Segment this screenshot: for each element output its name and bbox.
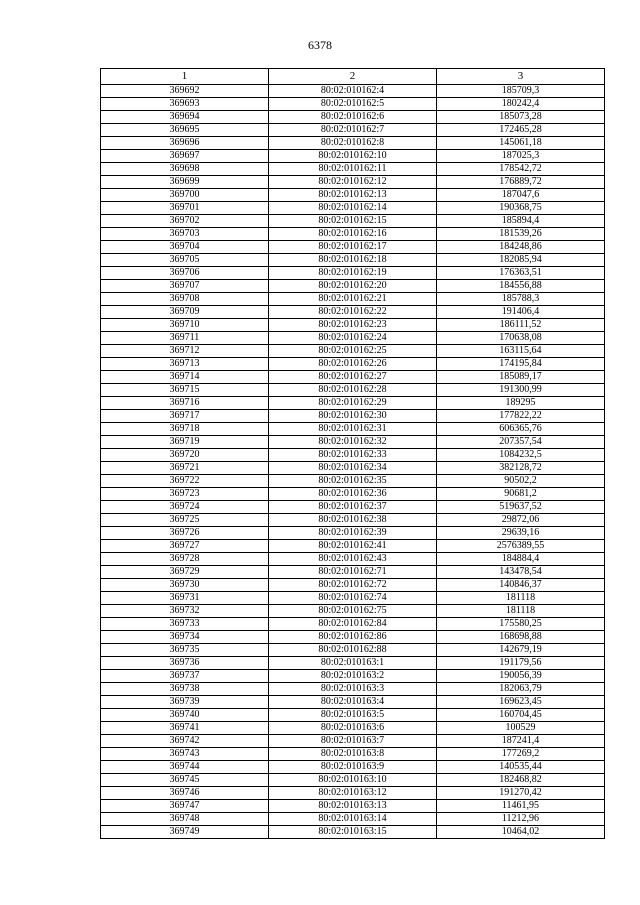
table-row [101, 475, 605, 488]
cell-value: 185073,28 [437, 111, 605, 124]
cell-cadastral-number: 80:02:010162:18 [269, 254, 437, 267]
cell-value: 140846,37 [437, 579, 605, 592]
cell-id: 369736 [101, 657, 269, 670]
table-row [101, 384, 605, 397]
cell-cadastral-number: 80:02:010162:10 [269, 150, 437, 163]
cell-id: 369706 [101, 267, 269, 280]
cell-value: 175580,25 [437, 618, 605, 631]
cell-id: 369749 [101, 826, 269, 839]
cell-value: 181539,26 [437, 228, 605, 241]
cell-id: 369711 [101, 332, 269, 345]
cell-value: 90502,2 [437, 475, 605, 488]
cell-id: 369730 [101, 579, 269, 592]
cell-cadastral-number: 80:02:010162:24 [269, 332, 437, 345]
cell-id: 369741 [101, 722, 269, 735]
cell-value: 140535,44 [437, 761, 605, 774]
table-row [101, 501, 605, 514]
cell-cadastral-number: 80:02:010162:84 [269, 618, 437, 631]
cell-value: 189295 [437, 397, 605, 410]
table-row [101, 774, 605, 787]
table-row [101, 397, 605, 410]
table-row [101, 228, 605, 241]
table-row [101, 345, 605, 358]
cell-value: 170638,08 [437, 332, 605, 345]
table-header-row [101, 69, 605, 85]
cell-value: 207357,54 [437, 436, 605, 449]
cell-value: 185089,17 [437, 371, 605, 384]
cell-id: 369698 [101, 163, 269, 176]
cell-cadastral-number: 80:02:010162:86 [269, 631, 437, 644]
cell-cadastral-number: 80:02:010162:22 [269, 306, 437, 319]
table-body [101, 85, 605, 839]
cell-cadastral-number: 80:02:010162:32 [269, 436, 437, 449]
table-row [101, 189, 605, 202]
cell-id: 369720 [101, 449, 269, 462]
table-row [101, 540, 605, 553]
page-number: 6378 [308, 38, 332, 52]
cell-cadastral-number: 80:02:010163:9 [269, 761, 437, 774]
cell-value: 2576389,55 [437, 540, 605, 553]
cell-id: 369734 [101, 631, 269, 644]
cell-cadastral-number: 80:02:010162:88 [269, 644, 437, 657]
cell-id: 369707 [101, 280, 269, 293]
table-row [101, 826, 605, 839]
cell-value: 100529 [437, 722, 605, 735]
cell-id: 369724 [101, 501, 269, 514]
cell-value: 519637,52 [437, 501, 605, 514]
cell-value: 174195,84 [437, 358, 605, 371]
cell-value: 190056,39 [437, 670, 605, 683]
table-row [101, 488, 605, 501]
cell-id: 369746 [101, 787, 269, 800]
cell-cadastral-number: 80:02:010163:5 [269, 709, 437, 722]
cell-cadastral-number: 80:02:010163:10 [269, 774, 437, 787]
cell-cadastral-number: 80:02:010162:17 [269, 241, 437, 254]
cell-value: 182063,79 [437, 683, 605, 696]
table-row [101, 436, 605, 449]
cell-id: 369694 [101, 111, 269, 124]
cell-id: 369718 [101, 423, 269, 436]
cell-cadastral-number: 80:02:010162:5 [269, 98, 437, 111]
cell-cadastral-number: 80:02:010163:15 [269, 826, 437, 839]
cell-cadastral-number: 80:02:010163:13 [269, 800, 437, 813]
cell-id: 369696 [101, 137, 269, 150]
cell-value: 185709,3 [437, 85, 605, 98]
column-header-3: 3 [437, 69, 605, 85]
cell-id: 369731 [101, 592, 269, 605]
table-row [101, 787, 605, 800]
table-row [101, 332, 605, 345]
table-row [101, 735, 605, 748]
cell-value: 168698,88 [437, 631, 605, 644]
table-row [101, 202, 605, 215]
cell-id: 369702 [101, 215, 269, 228]
cell-value: 184248,86 [437, 241, 605, 254]
cell-cadastral-number: 80:02:010163:12 [269, 787, 437, 800]
cell-cadastral-number: 80:02:010162:6 [269, 111, 437, 124]
table-row [101, 566, 605, 579]
cell-id: 369710 [101, 319, 269, 332]
table-row [101, 683, 605, 696]
table-row [101, 800, 605, 813]
cell-cadastral-number: 80:02:010163:1 [269, 657, 437, 670]
table-row [101, 124, 605, 137]
cell-id: 369715 [101, 384, 269, 397]
table-row [101, 514, 605, 527]
cell-cadastral-number: 80:02:010162:13 [269, 189, 437, 202]
cell-id: 369723 [101, 488, 269, 501]
cell-cadastral-number: 80:02:010162:19 [269, 267, 437, 280]
table-row [101, 241, 605, 254]
cell-id: 369744 [101, 761, 269, 774]
cell-cadastral-number: 80:02:010162:7 [269, 124, 437, 137]
cell-cadastral-number: 80:02:010162:37 [269, 501, 437, 514]
table-row [101, 709, 605, 722]
table-row [101, 176, 605, 189]
cell-id: 369703 [101, 228, 269, 241]
cell-cadastral-number: 80:02:010162:11 [269, 163, 437, 176]
cell-value: 184884,4 [437, 553, 605, 566]
cell-cadastral-number: 80:02:010162:23 [269, 319, 437, 332]
cell-cadastral-number: 80:02:010162:27 [269, 371, 437, 384]
cell-cadastral-number: 80:02:010162:41 [269, 540, 437, 553]
table-row [101, 98, 605, 111]
cell-value: 182085,94 [437, 254, 605, 267]
cell-id: 369712 [101, 345, 269, 358]
cell-id: 369732 [101, 605, 269, 618]
cell-id: 369716 [101, 397, 269, 410]
table-row [101, 813, 605, 826]
table-row [101, 748, 605, 761]
cell-value: 169623,45 [437, 696, 605, 709]
cell-id: 369743 [101, 748, 269, 761]
cell-id: 369738 [101, 683, 269, 696]
cell-id: 369748 [101, 813, 269, 826]
cell-value: 177822,22 [437, 410, 605, 423]
cell-cadastral-number: 80:02:010162:21 [269, 293, 437, 306]
cell-value: 180242,4 [437, 98, 605, 111]
cell-id: 369692 [101, 85, 269, 98]
table-row [101, 423, 605, 436]
cell-cadastral-number: 80:02:010162:30 [269, 410, 437, 423]
table-row [101, 111, 605, 124]
table-row [101, 579, 605, 592]
cell-value: 187047,6 [437, 189, 605, 202]
cell-id: 369729 [101, 566, 269, 579]
cell-id: 369717 [101, 410, 269, 423]
cell-value: 176363,51 [437, 267, 605, 280]
cell-value: 181118 [437, 605, 605, 618]
cell-id: 369726 [101, 527, 269, 540]
cell-value: 191406,4 [437, 306, 605, 319]
cell-value: 11212,96 [437, 813, 605, 826]
cell-id: 369714 [101, 371, 269, 384]
cell-value: 186111,52 [437, 319, 605, 332]
cell-cadastral-number: 80:02:010163:7 [269, 735, 437, 748]
cell-value: 382128,72 [437, 462, 605, 475]
cell-id: 369733 [101, 618, 269, 631]
cell-id: 369709 [101, 306, 269, 319]
cell-cadastral-number: 80:02:010162:16 [269, 228, 437, 241]
table-row [101, 280, 605, 293]
cell-id: 369742 [101, 735, 269, 748]
cell-id: 369728 [101, 553, 269, 566]
cell-value: 1084232,5 [437, 449, 605, 462]
table-row [101, 696, 605, 709]
table-row [101, 631, 605, 644]
cell-value: 190368,75 [437, 202, 605, 215]
cell-value: 142679,19 [437, 644, 605, 657]
table-row [101, 644, 605, 657]
table-row [101, 85, 605, 98]
cell-value: 191179,56 [437, 657, 605, 670]
table-row [101, 319, 605, 332]
cell-cadastral-number: 80:02:010162:31 [269, 423, 437, 436]
cell-value: 29639,16 [437, 527, 605, 540]
cell-id: 369719 [101, 436, 269, 449]
table-row [101, 670, 605, 683]
cell-id: 369725 [101, 514, 269, 527]
cell-value: 181118 [437, 592, 605, 605]
cell-id: 369747 [101, 800, 269, 813]
cell-id: 369745 [101, 774, 269, 787]
cell-id: 369699 [101, 176, 269, 189]
table-row [101, 605, 605, 618]
table-row [101, 150, 605, 163]
cell-cadastral-number: 80:02:010162:71 [269, 566, 437, 579]
table-row [101, 137, 605, 150]
table-row [101, 618, 605, 631]
cell-cadastral-number: 80:02:010162:36 [269, 488, 437, 501]
cell-cadastral-number: 80:02:010163:2 [269, 670, 437, 683]
cell-id: 369700 [101, 189, 269, 202]
cell-value: 606365,76 [437, 423, 605, 436]
table-row [101, 410, 605, 423]
cell-cadastral-number: 80:02:010162:12 [269, 176, 437, 189]
table-row [101, 306, 605, 319]
cell-cadastral-number: 80:02:010162:29 [269, 397, 437, 410]
cell-cadastral-number: 80:02:010162:20 [269, 280, 437, 293]
cell-value: 10464,02 [437, 826, 605, 839]
cell-cadastral-number: 80:02:010163:3 [269, 683, 437, 696]
cell-cadastral-number: 80:02:010162:14 [269, 202, 437, 215]
cell-value: 177269,2 [437, 748, 605, 761]
table-row [101, 722, 605, 735]
cell-value: 90681,2 [437, 488, 605, 501]
cell-value: 187025,3 [437, 150, 605, 163]
table-row [101, 527, 605, 540]
cell-cadastral-number: 80:02:010163:4 [269, 696, 437, 709]
cell-value: 185894,4 [437, 215, 605, 228]
cell-value: 191300,99 [437, 384, 605, 397]
cell-id: 369695 [101, 124, 269, 137]
cell-id: 369722 [101, 475, 269, 488]
cell-value: 11461,95 [437, 800, 605, 813]
cell-cadastral-number: 80:02:010162:43 [269, 553, 437, 566]
cell-id: 369735 [101, 644, 269, 657]
cell-cadastral-number: 80:02:010163:8 [269, 748, 437, 761]
cell-id: 369713 [101, 358, 269, 371]
cell-cadastral-number: 80:02:010162:74 [269, 592, 437, 605]
column-header-2: 2 [269, 69, 437, 85]
cell-cadastral-number: 80:02:010163:6 [269, 722, 437, 735]
cell-value: 176889,72 [437, 176, 605, 189]
cell-value: 145061,18 [437, 137, 605, 150]
cell-id: 369705 [101, 254, 269, 267]
cell-cadastral-number: 80:02:010162:4 [269, 85, 437, 98]
table-row [101, 462, 605, 475]
cell-value: 182468,82 [437, 774, 605, 787]
cell-cadastral-number: 80:02:010162:39 [269, 527, 437, 540]
cell-id: 369739 [101, 696, 269, 709]
cell-cadastral-number: 80:02:010162:75 [269, 605, 437, 618]
cell-id: 369740 [101, 709, 269, 722]
cell-cadastral-number: 80:02:010162:38 [269, 514, 437, 527]
cell-value: 187241,4 [437, 735, 605, 748]
cell-value: 172465,28 [437, 124, 605, 137]
cell-id: 369704 [101, 241, 269, 254]
table-row [101, 358, 605, 371]
cell-cadastral-number: 80:02:010162:15 [269, 215, 437, 228]
cell-value: 178542,72 [437, 163, 605, 176]
cell-value: 160704,45 [437, 709, 605, 722]
cell-value: 163115,64 [437, 345, 605, 358]
table-row [101, 163, 605, 176]
cell-value: 185788,3 [437, 293, 605, 306]
table-row [101, 215, 605, 228]
cell-cadastral-number: 80:02:010162:8 [269, 137, 437, 150]
table-row [101, 293, 605, 306]
column-header-1: 1 [101, 69, 269, 85]
table-row [101, 553, 605, 566]
table-row [101, 449, 605, 462]
cell-value: 143478,54 [437, 566, 605, 579]
cell-cadastral-number: 80:02:010162:28 [269, 384, 437, 397]
cell-id: 369697 [101, 150, 269, 163]
cell-cadastral-number: 80:02:010162:34 [269, 462, 437, 475]
cell-id: 369737 [101, 670, 269, 683]
cell-id: 369708 [101, 293, 269, 306]
cell-cadastral-number: 80:02:010162:26 [269, 358, 437, 371]
cell-cadastral-number: 80:02:010163:14 [269, 813, 437, 826]
table-row [101, 592, 605, 605]
cell-cadastral-number: 80:02:010162:33 [269, 449, 437, 462]
cell-cadastral-number: 80:02:010162:35 [269, 475, 437, 488]
cell-id: 369693 [101, 98, 269, 111]
table-row [101, 267, 605, 280]
cell-id: 369727 [101, 540, 269, 553]
table-row [101, 254, 605, 267]
cell-value: 29872,06 [437, 514, 605, 527]
cell-cadastral-number: 80:02:010162:25 [269, 345, 437, 358]
cell-id: 369721 [101, 462, 269, 475]
cell-value: 191270,42 [437, 787, 605, 800]
cell-value: 184556,88 [437, 280, 605, 293]
table-row [101, 761, 605, 774]
table-row [101, 657, 605, 670]
cell-id: 369701 [101, 202, 269, 215]
data-table [100, 68, 605, 839]
table-row [101, 371, 605, 384]
cell-cadastral-number: 80:02:010162:72 [269, 579, 437, 592]
